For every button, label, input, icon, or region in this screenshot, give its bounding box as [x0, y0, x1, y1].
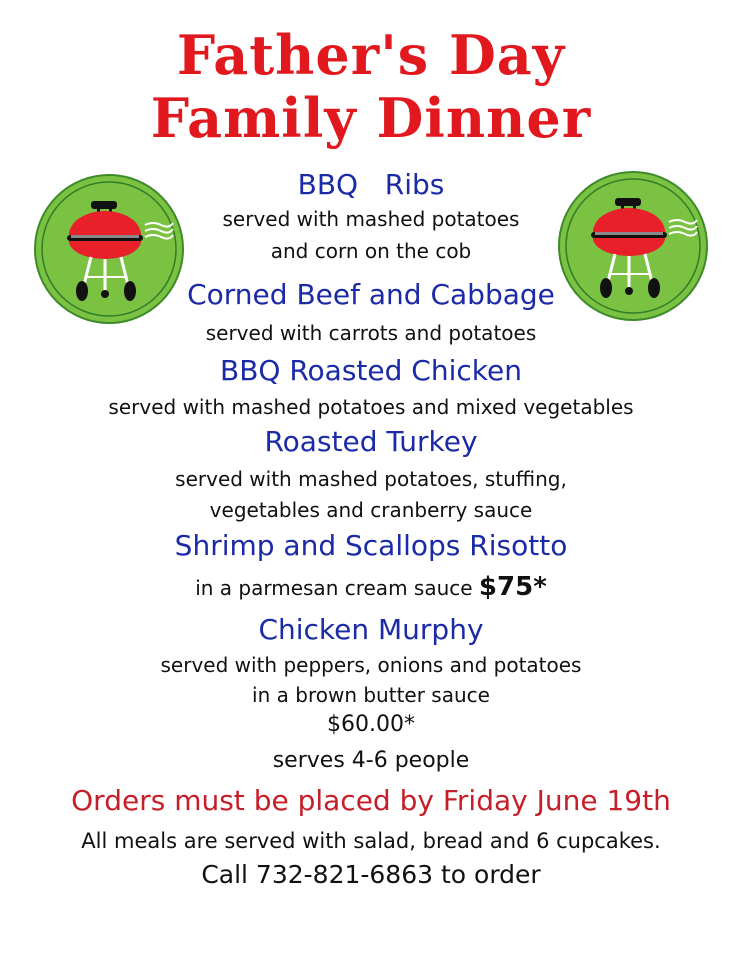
- dish-description: served with carrots and potatoes: [205, 321, 537, 345]
- footer-note: All meals are served with salad, bread and 6 cupcakes.: [81, 829, 661, 853]
- dish-description: served with mashed potatoes and mixed vegetables: [108, 395, 634, 419]
- dish-bbq-chicken: BBQ Roasted Chicken: [220, 354, 522, 387]
- dish-corned-beef: Corned Beef and Cabbage: [187, 278, 555, 311]
- dish-description: served with mashed potatoes: [222, 207, 520, 231]
- dish-description-with-price: [0, 574, 742, 601]
- dish-name: BBQ Ribs: [297, 168, 445, 201]
- dish-risotto: Shrimp and Scallops Risotto: [174, 529, 568, 562]
- serving-size: serves 4-6 people: [272, 748, 470, 773]
- dish-bbq-ribs: [0, 168, 742, 202]
- dish-description: vegetables and cranberry sauce: [209, 498, 533, 522]
- price: $60.00*: [327, 712, 415, 737]
- dish-description: served with peppers, onions and potatoes: [160, 653, 582, 677]
- dish-description: in a brown butter sauce: [252, 683, 490, 707]
- price: $75*: [478, 572, 547, 602]
- title-line-2: Family Dinner: [150, 86, 592, 150]
- footer-call-to-order: Call 732-821-6863 to order: [201, 860, 541, 889]
- dish-description: in a parmesan cream sauce: [195, 576, 479, 600]
- order-deadline: Orders must be placed by Friday June 19th: [71, 784, 671, 817]
- dish-description: and corn on the cob: [270, 239, 472, 263]
- dish-chicken-murphy: Chicken Murphy: [258, 613, 484, 646]
- dish-description: served with mashed potatoes, stuffing,: [175, 467, 567, 491]
- dish-turkey: Roasted Turkey: [264, 425, 478, 458]
- title-line-1: Father's Day: [176, 23, 566, 87]
